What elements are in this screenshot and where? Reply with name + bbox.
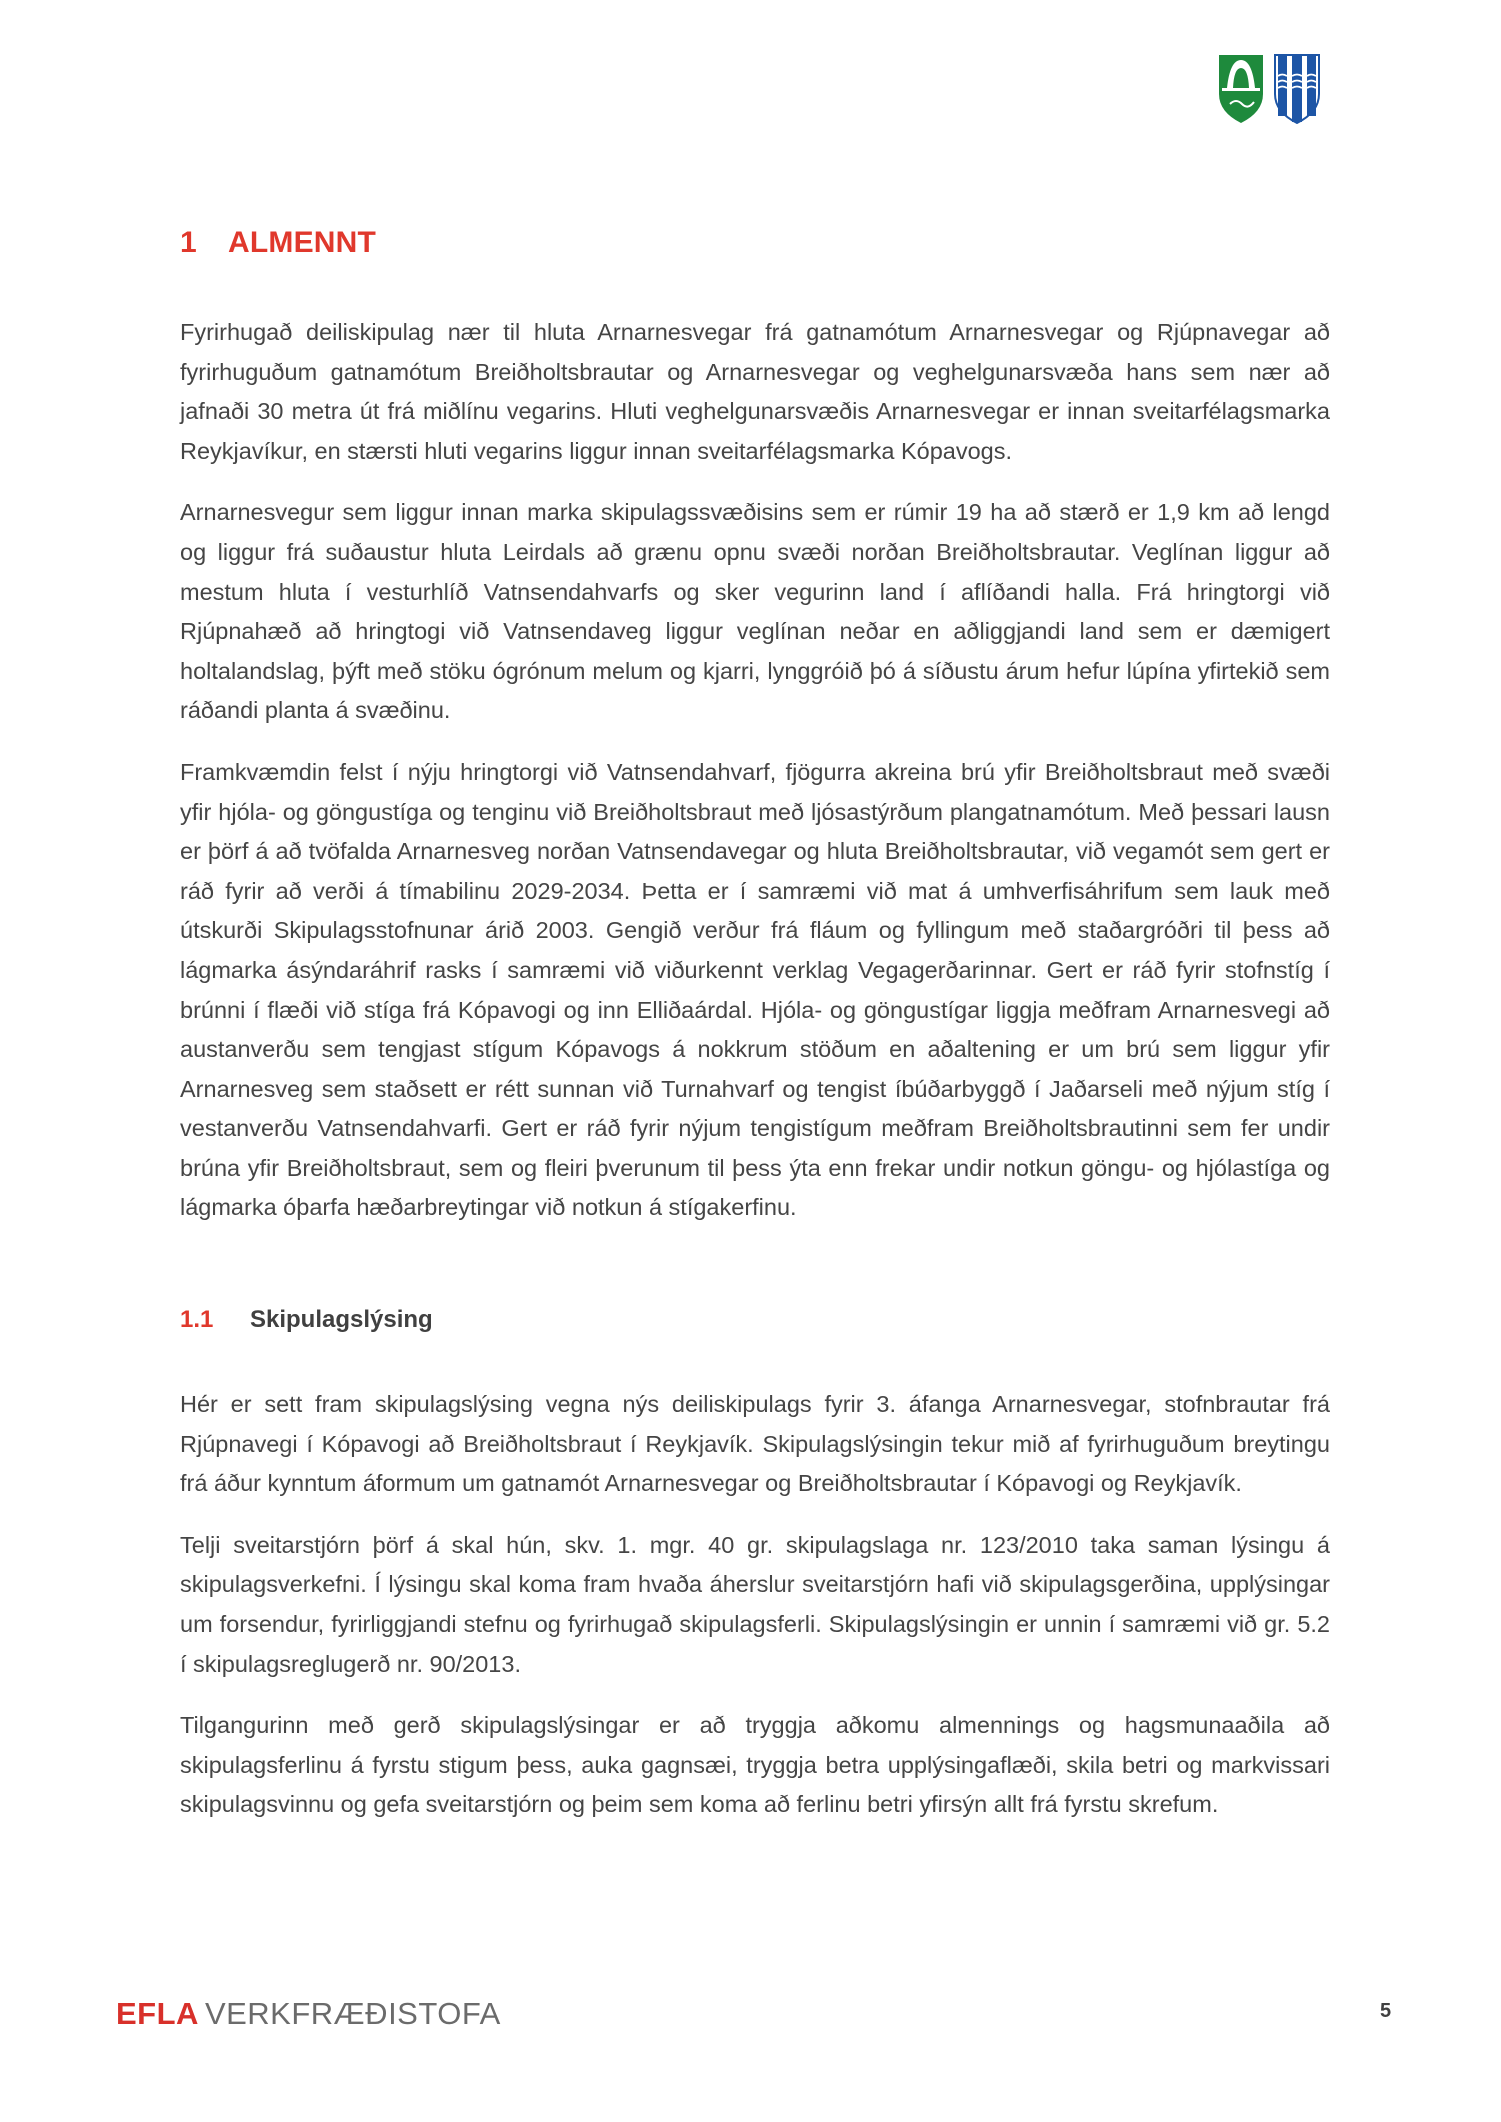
- section-1-body: [180, 313, 1330, 1250]
- section-heading-1: [180, 226, 376, 260]
- kopavogur-crest-icon: [1218, 54, 1264, 124]
- efla-brand: EFLA: [116, 1996, 199, 2031]
- section-number: 1: [180, 226, 197, 259]
- section-title: ALMENNT: [228, 226, 377, 259]
- efla-brand-suffix: VERKFRÆÐISTOFA: [204, 1996, 501, 2031]
- paragraph: Arnarnesvegur sem liggur innan marka skipulagssvæðisins sem er rúmir 19 ha að stærð er 1,9 km að lengd og liggur frá suðaustur hluta Leirdals að grænu opnu svæði norðan Breiðholtsbrautar. Veglínan liggur að mestum hluta í vesturhlíð Vatnsendahvarfs og sker vegurinn land í aflíðandi halla. Frá hringtorgi við Rjúpnahæð að hringtogi við Vatnsendaveg liggur veglínan neðar en aðliggjandi land sem er dæmigert holtalandslag, þýft með stöku ógrónum melum og kjarri, lynggróið þó á síðustu árum hefur lúpína yfirtekið sem ráðandi planta á svæðinu.: [180, 499, 1330, 724]
- subsection-title: Skipulagslýsing: [250, 1306, 433, 1333]
- paragraph: Hér er sett fram skipulagslýsing vegna nýs deiliskipulags fyrir 3. áfanga Arnarnesvegar, stofnbrautar frá Rjúpnavegi í Kópavogi að Breiðholtsbraut í Reykjavík. Skipulagslýsingin tekur mið af fyrirhuguðum breytingu frá áður kynntum áformum um gatnamót Arnarnesvegar og Breiðholtsbrautar í Kópavogi og Reykjavík.: [180, 1391, 1330, 1497]
- section-1-1-body: [180, 1385, 1330, 1847]
- efla-logo: [116, 1996, 501, 2032]
- paragraph: Tilgangurinn með gerð skipulagslýsingar er að tryggja aðkomu almennings og hagsmunaaðila að skipulagsferlinu á fyrstu stigum þess, auka gagnsæi, tryggja betra upplýsingaflæði, skila betri og markvissari skipulagsvinnu og gefa sveitarstjórn og þeim sem koma að ferlinu betri yfirsýn allt frá fyrstu skrefum.: [180, 1712, 1330, 1818]
- page-number: 5: [1380, 2000, 1392, 2022]
- paragraph: Framkvæmdin felst í nýju hringtorgi við Vatnsendahvarf, fjögurra akreina brú yfir Breiðholtsbraut með svæði yfir hjóla- og göngustíga og tenginu við Breiðholtsbraut með ljósastýrðum plangatnamótum. Með þessari lausn er þörf á að tvöfalda Arnarnesveg norðan Vatnsendavegar og hluta Breiðholtsbrautar, við vegamót sem gert er ráð fyrir að verði á tímabilinu 2029-2034. Þetta er í samræmi við mat á umhverfisáhrifum sem lauk með útskurði Skipulagsstofnunar árið 2003. Gengið verður frá fláum og fyllingum með staðargróðri til þess að lágmarka ásýndaráhrif rasks í samræmi við viðurkennt verklag Vegagerðarinnar. Gert er ráð fyrir stofnstíg í brúnni í flæði við stíga frá Kópavogi og inn Elliðaárdal. Hjóla- og göngustígar liggja meðfram Arnarnesvegi að austanverðu sem tengjast stígum Kópavogs á nokkrum stöðum en aðaltening er um brú sem liggur yfir Arnarnesveg sem staðsett er rétt sunnan við Turnahvarf og tengist íbúðarbyggð í Jaðarseli með nýjum stíg í vestanverðu Vatnsendahvarfi. Gert er ráð fyrir nýjum tengistígum meðfram Breiðholtsbrautinni sem fer undir brúna yfir Breiðholtsbraut, sem og fleiri þverunum til þess ýta enn frekar undir notkun göngu- og hjólastíga og lágmarka óþarfa hæðarbreytingar við notkun á stígakerfinu.: [180, 758, 1330, 1221]
- section-heading-1-1: [180, 1306, 433, 1334]
- reykjavik-crest-icon: [1274, 54, 1320, 124]
- municipality-logos: [1218, 54, 1320, 124]
- paragraph: Fyrirhugað deiliskipulag nær til hluta Arnarnesvegar frá gatnamótum Arnarnesvegar og Rjúpnavegar að fyrirhuguðum gatnamótum Breiðholtsbrautar og Arnarnesvegar og veghelgunarsvæða hans sem nær að jafnaði 30 metra út frá miðlínu vegarins. Hluti veghelgunarsvæðis Arnarnesvegar er innan sveitarfélagsmarka Reykjavíkur, en stærsti hluti vegarins liggur innan sveitarfélagsmarka Kópavogs.: [180, 319, 1330, 464]
- paragraph: Telji sveitarstjórn þörf á skal hún, skv. 1. mgr. 40 gr. skipulagslaga nr. 123/2010 taka saman lýsingu á skipulagsverkefni. Í lýsingu skal koma fram hvaða áherslur sveitarstjórn hafi við skipulagsgerðina, upplýsingar um forsendur, fyrirliggjandi stefnu og fyrirhugað skipulagsferli. Skipulagslýsingin er unnin í samræmi við gr. 5.2 í skipulagsreglugerð nr. 90/2013.: [180, 1531, 1330, 1677]
- subsection-number: 1.1: [180, 1306, 214, 1333]
